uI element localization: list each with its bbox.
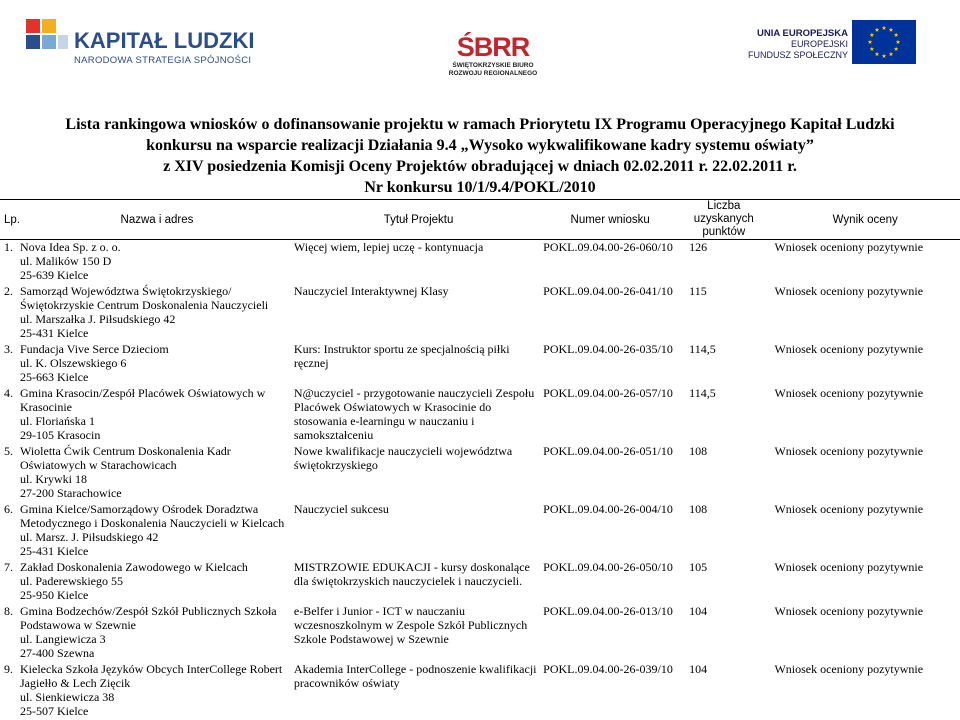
row-project-title-line: Nauczyciel sukcesu bbox=[294, 502, 543, 516]
row-name-address bbox=[20, 502, 294, 560]
row-name-address-line: Wioletta Ćwik Centrum Doskonalenia Kadr bbox=[20, 444, 294, 458]
row-project-title-line: Placówek Oświatowych w Krasocinie do bbox=[294, 400, 543, 414]
row-name-address-line: Gmina Kielce/Samorządowy Ośrodek Doradztwa bbox=[20, 502, 294, 516]
row-name-address bbox=[20, 444, 294, 502]
row-result: Wniosek oceniony pozytywnie bbox=[770, 284, 960, 342]
title-line-2: konkursu na wsparcie realizacji Działania 9.4 „Wysoko wykwalifikowane kadry systemu oświaty” bbox=[0, 135, 960, 156]
header-number: Numer wniosku bbox=[543, 200, 677, 240]
row-score: 108 bbox=[677, 502, 770, 560]
header-score: Liczba uzyskanych punktów bbox=[677, 200, 770, 240]
row-lp: 9. bbox=[0, 662, 20, 720]
kapital-ludzki-name: KAPITAŁ LUDZKI bbox=[74, 29, 254, 53]
eu-logo bbox=[728, 20, 938, 70]
row-result: Wniosek oceniony pozytywnie bbox=[770, 502, 960, 560]
sbrr-subtitle-1: ŚWIĘTOKRZYSKIE BIURO bbox=[448, 62, 538, 70]
table-row bbox=[0, 284, 960, 342]
row-application-number: POKL.09.04.00-26-039/10 bbox=[543, 662, 677, 720]
row-name-address-line: 25-431 Kielce bbox=[20, 544, 294, 558]
row-application-number: POKL.09.04.00-26-050/10 bbox=[543, 560, 677, 604]
row-name-address-line: Kielecka Szkoła Języków Obcych InterCollege Robert bbox=[20, 662, 294, 676]
row-project-title-line: Akademia InterCollege - podnoszenie kwalifikacji bbox=[294, 662, 543, 676]
row-name-address-line: Samorząd Województwa Świętokrzyskiego/ bbox=[20, 284, 294, 298]
row-lp: 2. bbox=[0, 284, 20, 342]
row-project-title-line: N@uczyciel - przygotowanie nauczycieli Zespołu bbox=[294, 386, 543, 400]
row-project-title bbox=[294, 284, 543, 342]
row-application-number: POKL.09.04.00-26-057/10 bbox=[543, 386, 677, 444]
row-name-address-line: Świętokrzyskie Centrum Doskonalenia Nauczycieli bbox=[20, 298, 294, 312]
row-result: Wniosek oceniony pozytywnie bbox=[770, 342, 960, 386]
row-score: 126 bbox=[677, 240, 770, 285]
row-project-title-line: ręcznej bbox=[294, 356, 543, 370]
row-name-address-line: Fundacja Vive Serce Dzieciom bbox=[20, 342, 294, 356]
row-name-address-line: Krasocinie bbox=[20, 400, 294, 414]
row-name-address bbox=[20, 386, 294, 444]
table-row bbox=[0, 560, 960, 604]
row-result: Wniosek oceniony pozytywnie bbox=[770, 662, 960, 720]
row-result: Wniosek oceniony pozytywnie bbox=[770, 604, 960, 662]
kapital-ludzki-subtitle: NARODOWA STRATEGIA SPÓJNOŚCI bbox=[74, 55, 254, 66]
row-name-address bbox=[20, 284, 294, 342]
row-project-title-line: MISTRZOWIE EDUKACJI - kursy doskonalące bbox=[294, 560, 543, 574]
row-name-address-line: ul. Marsz. J. Piłsudskiego 42 bbox=[20, 530, 294, 544]
row-project-title bbox=[294, 240, 543, 285]
row-project-title bbox=[294, 444, 543, 502]
row-lp: 1. bbox=[0, 240, 20, 285]
row-application-number: POKL.09.04.00-26-004/10 bbox=[543, 502, 677, 560]
table-header bbox=[0, 200, 960, 240]
row-name-address-line: ul. Krywki 18 bbox=[20, 472, 294, 486]
ranking-table bbox=[0, 199, 960, 720]
row-name-address-line: 25-431 Kielce bbox=[20, 326, 294, 340]
row-name-address-line: 27-200 Starachowice bbox=[20, 486, 294, 500]
sbrr-subtitle-2: ROZWOJU REGIONALNEGO bbox=[448, 70, 538, 78]
row-name-address-line: Jagiełło & Lech Zięcik bbox=[20, 676, 294, 690]
kapital-ludzki-emblem-icon bbox=[24, 15, 70, 63]
table-row bbox=[0, 604, 960, 662]
table-row bbox=[0, 444, 960, 502]
row-project-title bbox=[294, 342, 543, 386]
row-project-title bbox=[294, 604, 543, 662]
row-project-title-line: Kurs: Instruktor sportu ze specjalnością piłki bbox=[294, 342, 543, 356]
row-project-title-line: pracowników oświaty bbox=[294, 676, 543, 690]
header-result: Wynik oceny bbox=[770, 200, 960, 240]
row-name-address bbox=[20, 240, 294, 285]
row-name-address-line: 29-105 Krasocin bbox=[20, 428, 294, 442]
row-name-address-line: 25-950 Kielce bbox=[20, 588, 294, 602]
row-project-title bbox=[294, 502, 543, 560]
row-name-address-line: Podstawowa w Szewnie bbox=[20, 618, 294, 632]
table-body bbox=[0, 240, 960, 720]
row-result: Wniosek oceniony pozytywnie bbox=[770, 386, 960, 444]
row-project-title-line: dla świętokrzyskich nauczycielek i nauczycieli. bbox=[294, 574, 543, 588]
row-name-address-line: ul. K. Olszewskiego 6 bbox=[20, 356, 294, 370]
title-line-3: z XIV posiedzenia Komisji Oceny Projektów obradującej w dniach 02.02.2011 r. 22.02.2011 r. bbox=[0, 156, 960, 177]
row-score: 114,5 bbox=[677, 386, 770, 444]
row-score: 105 bbox=[677, 560, 770, 604]
row-name-address-line: ul. Marszałka J. Piłsudskiego 42 bbox=[20, 312, 294, 326]
eu-flag-icon bbox=[852, 20, 916, 64]
row-name-address bbox=[20, 604, 294, 662]
row-project-title-line: samokształceniu bbox=[294, 428, 543, 442]
row-project-title-line: Więcej wiem, lepiej uczę - kontynuacja bbox=[294, 240, 543, 254]
title-line-1: Lista rankingowa wniosków o dofinansowanie projektu w ramach Priorytetu IX Programu Operacyjnego Kapitał Ludzki bbox=[0, 114, 960, 135]
row-name-address bbox=[20, 560, 294, 604]
row-lp: 8. bbox=[0, 604, 20, 662]
table-row bbox=[0, 502, 960, 560]
row-name-address-line: 25-639 Kielce bbox=[20, 268, 294, 282]
row-application-number: POKL.09.04.00-26-051/10 bbox=[543, 444, 677, 502]
row-project-title-line: świętokrzyskiego bbox=[294, 458, 543, 472]
row-application-number: POKL.09.04.00-26-013/10 bbox=[543, 604, 677, 662]
row-name-address-line: Metodycznego i Doskonalenia Nauczycieli w Kielcach bbox=[20, 516, 294, 530]
row-project-title-line: stosowania e-learningu w nauczaniu i bbox=[294, 414, 543, 428]
row-name-address-line: 25-507 Kielce bbox=[20, 704, 294, 718]
row-result: Wniosek oceniony pozytywnie bbox=[770, 560, 960, 604]
eu-logo-text bbox=[728, 28, 848, 61]
row-score: 104 bbox=[677, 662, 770, 720]
sbrr-logo bbox=[448, 12, 538, 78]
row-name-address-line: Nova Idea Sp. z o. o. bbox=[20, 240, 294, 254]
row-score: 115 bbox=[677, 284, 770, 342]
row-name-address-line: ul. Langiewicza 3 bbox=[20, 632, 294, 646]
row-name-address-line: Gmina Krasocin/Zespół Placówek Oświatowych w bbox=[20, 386, 294, 400]
eu-line-3: FUNDUSZ SPOŁECZNY bbox=[748, 50, 848, 60]
row-name-address bbox=[20, 342, 294, 386]
row-name-address-line: 25-663 Kielce bbox=[20, 370, 294, 384]
eu-line-1: UNIA EUROPEJSKA bbox=[757, 28, 848, 39]
row-project-title bbox=[294, 386, 543, 444]
header-name: Nazwa i adres bbox=[20, 200, 294, 240]
row-score: 108 bbox=[677, 444, 770, 502]
row-project-title-line: e-Belfer i Junior - ICT w nauczaniu bbox=[294, 604, 543, 618]
row-name-address-line: ul. Sienkiewicza 38 bbox=[20, 690, 294, 704]
row-name-address-line: Oświatowych w Starachowicach bbox=[20, 458, 294, 472]
row-project-title-line: Szkole Podstawowej w Szewnie bbox=[294, 632, 543, 646]
table-row bbox=[0, 342, 960, 386]
row-lp: 4. bbox=[0, 386, 20, 444]
row-name-address-line: ul. Floriańska 1 bbox=[20, 414, 294, 428]
row-project-title bbox=[294, 560, 543, 604]
document-title bbox=[0, 114, 960, 198]
row-application-number: POKL.09.04.00-26-041/10 bbox=[543, 284, 677, 342]
header-lp: Lp. bbox=[0, 200, 20, 240]
table-row bbox=[0, 386, 960, 444]
row-name-address-line: ul. Malików 150 D bbox=[20, 254, 294, 268]
row-name-address-line: ul. Paderewskiego 55 bbox=[20, 574, 294, 588]
row-score: 114,5 bbox=[677, 342, 770, 386]
row-lp: 5. bbox=[0, 444, 20, 502]
row-name-address-line: Gmina Bodzechów/Zespół Szkół Publicznych Szkoła bbox=[20, 604, 294, 618]
row-lp: 7. bbox=[0, 560, 20, 604]
row-result: Wniosek oceniony pozytywnie bbox=[770, 444, 960, 502]
row-lp: 6. bbox=[0, 502, 20, 560]
row-name-address-line: 27-400 Szewna bbox=[20, 646, 294, 660]
row-result: Wniosek oceniony pozytywnie bbox=[770, 240, 960, 285]
row-project-title-line: wczesnoszkolnym w Zespole Szkół Publicznych bbox=[294, 618, 543, 632]
row-score: 104 bbox=[677, 604, 770, 662]
sbrr-name: ŚBRR bbox=[448, 32, 538, 62]
title-line-4: Nr konkursu 10/1/9.4/POKL/2010 bbox=[0, 177, 960, 198]
row-application-number: POKL.09.04.00-26-035/10 bbox=[543, 342, 677, 386]
table-row bbox=[0, 240, 960, 285]
header-title: Tytuł Projektu bbox=[294, 200, 543, 240]
row-application-number: POKL.09.04.00-26-060/10 bbox=[543, 240, 677, 285]
row-project-title-line: Nowe kwalifikacje nauczycieli województwa bbox=[294, 444, 543, 458]
row-name-address-line: Zakład Doskonalenia Zawodowego w Kielcach bbox=[20, 560, 294, 574]
row-lp: 3. bbox=[0, 342, 20, 386]
row-project-title-line: Nauczyciel Interaktywnej Klasy bbox=[294, 284, 543, 298]
eu-line-2: EUROPEJSKI bbox=[791, 39, 848, 49]
